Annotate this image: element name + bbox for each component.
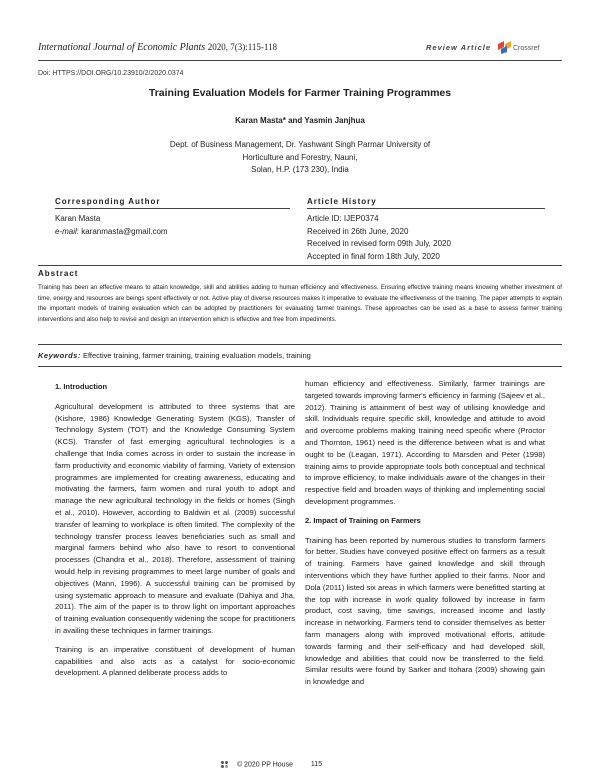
doi-link[interactable]: Doi: HTTPS://DOI.ORG/10.23910/2/2020.0374: [38, 70, 184, 77]
affiliation-line: Dept. of Business Management, Dr. Yashwant Singh Parmar University of Horticulture and Forestry, Nauni,: [169, 140, 431, 162]
introduction-heading: 1. Introduction: [55, 382, 108, 391]
received-date: Received in 26th June, 2020: [307, 226, 409, 236]
pp-house-logo-icon: [220, 760, 229, 769]
abstract-text: Training has been an effective means to attain knowledge, skill and abilities adding to human efficiency and effectiveness. Ensuring effective training means knowing whether investment of time, energy and resources are beings spent effectively or not. Active play of diverse resources makes it imperative to evaluate the effectiveness of the training. The paper attempts to explain the important models of training evaluation which can be adopted by practitioners for evaluating farmer trainings. These approaches can be used as a base to assess farmer training interventions and also help to revise and design an intervention which is effective and free from impediments.: [38, 284, 562, 323]
journal-name: International Journal of Economic Plants: [38, 42, 206, 53]
email-value: : karanmasta@gmail.com: [76, 226, 168, 236]
affiliation-line: Solan, H.P. (173 230), India: [251, 165, 349, 174]
author-name: Karan Masta: [55, 214, 101, 223]
crossref-label: Crossref: [513, 45, 540, 52]
crossref-icon: [498, 41, 511, 54]
article-history-heading: Article History: [307, 197, 377, 206]
crossref-badge[interactable]: [498, 41, 544, 57]
paragraph: Agricultural development is attributed to three systems that are (Kishore, 1986) Knowledge Generating System (KGS), Transfer of Technology System (TOT) and the Knowledge Consuming System (KCS). Transfer of fast emerging agricultural technologies is a challenge that India comes across in order to sustain the increase in farm productivity and economic viability of farming. Variety of extension programmes are implemented for creating awareness, educating and motivating the farmers, farm women and rural youth to adopt and manage the new agricultural technology in the fields or homes (Singh et al., 2010). However, according to Baldwin et al. (2009) successful transfer of learning to workplace is often limited. The complexity of the technology transfer process leaves beneficiaries such as small and marginal farmers behind who also have to resort to conventional processes (Chandra et al., 2018). Therefore, assessment of training would help in revising programmes to meet large number of goals and objectives (Mann, 1996). A successful training can be promised by using systematic approach to measure and evaluate (Dahiya and Jha, 2011). The aim of the paper is to throw light on important approaches of training evaluation consequently widening the scope for practitioners in availing these techniques in farmer trainings.: [55, 401, 295, 635]
section-rule: [55, 208, 290, 209]
abstract-heading: Abstract: [38, 269, 79, 278]
header-rule: [38, 60, 562, 61]
accepted-date: Accepted in final form 18th July, 2020: [307, 251, 440, 261]
paper-title: Training Evaluation Models for Farmer Training Programmes: [148, 87, 452, 99]
article-type: Review Article: [426, 43, 491, 52]
journal-header: [38, 42, 277, 53]
page-footer: [220, 760, 322, 769]
keywords-rule: [38, 366, 562, 367]
keywords: [38, 351, 311, 360]
journal-volume: 2020, 7(3):115-118: [207, 42, 278, 52]
paragraph: human efficiency and effectiveness. Similarly, farmer trainings are targeted towards improving farmer's efficiency in farming (Sajeev et al., 2012). Training is attainment of best way of utilising knowledge and skill. Individuals require specific skill, knowledge and attitude to avoid and overcome problems making training need specific where (Proctor and Thornton, 1961) need is the difference between what is and what ought to be (Leagan, 1971). According to Marsden and Peter (1998) training aims to provide appropriate tools both conceptual and technical to improve efficiency, to make individuals aware of the changes in their respective field and broaden ways of thinking and implementing social development programmes.: [305, 379, 545, 506]
keywords-text: Effective training, farmer training, training evaluation models, training: [82, 351, 311, 360]
article-id: Article ID: IJEP0374: [307, 214, 379, 223]
abstract-bottom-rule: [38, 344, 562, 345]
impact-heading: 2. Impact of Training on Farmers: [305, 515, 421, 525]
abstract-top-rule: [38, 265, 562, 266]
revised-date: Received in revised form 09th July, 2020: [307, 239, 451, 248]
paragraph: Training has been reported by numerous studies to transform farmers for better. Studies have conveyed positive effect on farmers as a result of training. Farmers have gained knowledge and skill through interventions which they have further applied to their farms. Noor and Dola (2011) listed six areas in which farmers were benefitted starting at the top with increase in work quality followed by increase in farm product, cost saving, time savings, increased income and lastly increase in networking. Farmers tend to consider themselves as better farm managers along with improved motivational efforts, attitude towards farming and their self-efficacy and had developed skill, knowledge and abilities that could now be transferred to the field. Similar results were found by Sarker and Itohara (2009) showing gain in knowledge and: [305, 535, 545, 687]
left-column: [55, 381, 295, 686]
paragraph: Training is an imperative constituent of development of human capabilities and also acts as a catalyst for socio-economic development. A planned deliberate process adds to: [55, 644, 295, 678]
corresponding-author-heading: Corresponding Author: [55, 197, 161, 206]
copyright: © 2020 PP House: [236, 761, 293, 769]
article-history-block: [307, 213, 451, 263]
author-list: Karan Masta* and Yasmin Janjhua: [235, 116, 365, 125]
email-label: e-mail: [55, 226, 77, 236]
author-email[interactable]: [55, 226, 168, 239]
section-rule: [307, 208, 545, 209]
corresponding-author-block: [55, 213, 168, 238]
affiliation: [150, 139, 450, 177]
keywords-label: Keywords:: [38, 351, 81, 360]
page-number: 115: [310, 761, 323, 769]
right-column: [305, 378, 545, 695]
